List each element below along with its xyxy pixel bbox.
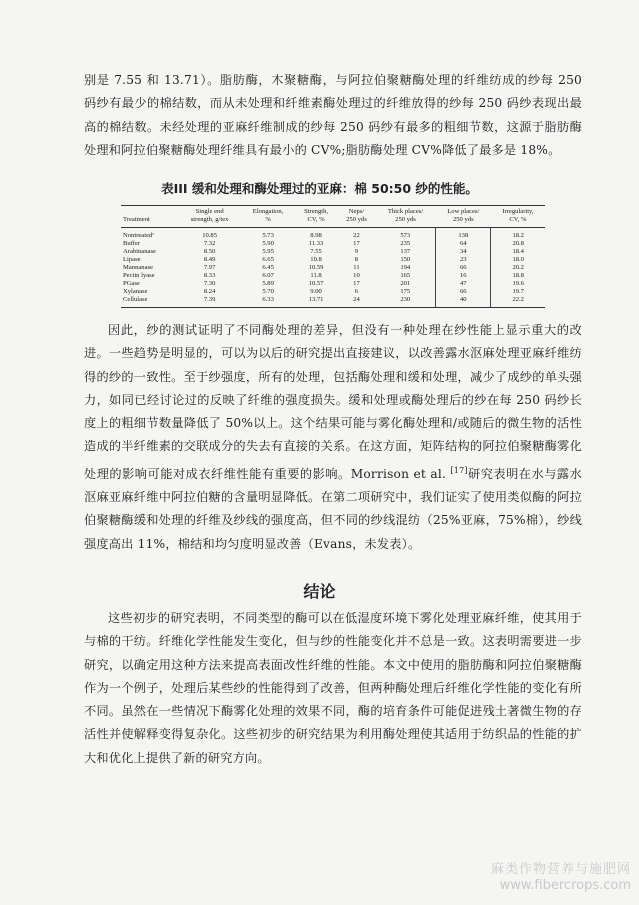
table-cell: 7.30 — [203, 280, 216, 287]
table-column-header — [375, 206, 435, 228]
column-header-unit: 250 yds — [452, 216, 474, 223]
table-cell: 165 — [400, 272, 411, 279]
table-cell: 9.00 — [310, 288, 322, 295]
discussion-text-2: 研究表明在水与露水沤麻亚麻纤维中阿拉伯糖的含量明显降低。在第二项研究中，我们证实了使用类似酶的阿拉伯聚糖酶缓和处理的纤维及纱线的强度高，但不同的纱线混纺（25%亚麻，75%棉），纱线强度高出 11%，棉结和均匀度明显改善（Evans，未发表）。 — [84, 466, 582, 551]
table-cell: 13.71 — [295, 296, 338, 308]
section-heading-conclusion: 结论 — [303, 582, 336, 601]
table-cell: 22.2 — [491, 296, 545, 308]
column-header-unit: 250 yds — [395, 216, 416, 223]
treatment-name-cell: Arabinanase — [123, 248, 156, 255]
table-column-header — [295, 206, 338, 228]
paragraph-continuation: 别是 7.55 和 13.71）。脂肪酶，木聚糖酶，与阿拉伯聚糖酶处理的纤维纺成的纱每 250 码纱有最少的棉结数，而从未处理和纤维素酶处理过的纤维放得的纱每 250 码纱表现出最高的棉结数。未经处理的亚麻纤维制成的纱每 250 码纱有最多的粗细节数，这源于脂肪酶处理和阿拉伯聚糖酶处理纤维具有最小的 CV%;脂肪酶处理 CV%降低了最多是 18%。 — [84, 73, 582, 157]
table-cell: 138 — [436, 228, 491, 241]
table-cell: 18.2 — [512, 232, 524, 239]
table-cell: 5.73 — [262, 232, 274, 239]
table-cell: 20.2 — [512, 264, 524, 271]
table-cell: 8.33 — [203, 272, 216, 279]
site-watermark — [491, 862, 631, 894]
table-cell: 24 — [338, 296, 376, 308]
table-cell: 5.89 — [262, 280, 274, 287]
table-cell: 34 — [436, 248, 491, 256]
table-cell: 8.49 — [203, 256, 216, 263]
table-row — [121, 280, 545, 288]
table-caption: 表III 缓和处理和酶处理过的亚麻：棉 50:50 纱的性能。 — [161, 181, 478, 196]
treatment-name-cell: Nontreatedª — [123, 232, 155, 239]
table-cell: 16 — [436, 272, 491, 280]
table-cell: 8.24 — [203, 288, 216, 295]
yarn-properties-table — [121, 205, 545, 308]
table-cell: 7.39 — [178, 296, 242, 308]
column-header-unit: CV, % — [307, 216, 325, 223]
table-row — [121, 264, 545, 272]
table-column-header — [121, 206, 178, 228]
table-cell: 5.95 — [262, 248, 274, 255]
table-cell: 7.32 — [203, 240, 216, 247]
table-cell: 47 — [436, 280, 491, 288]
table-cell: 10 — [353, 272, 360, 279]
treatment-name-cell: PGase — [123, 280, 140, 287]
watermark-url: www.fibercrops.com — [499, 878, 631, 893]
table-cell: 573 — [400, 232, 411, 239]
table-column-header — [436, 206, 491, 228]
table-cell: 194 — [400, 264, 411, 271]
table-row — [121, 228, 545, 241]
reference-citation: [17] — [450, 465, 468, 475]
column-header-line: Neps/ — [348, 208, 365, 215]
table-row — [121, 240, 545, 248]
table-cell: 18.8 — [512, 272, 524, 279]
table-cell: 6.65 — [262, 256, 274, 263]
table-cell: 235 — [400, 240, 411, 247]
column-header-unit: 250 yds — [346, 216, 367, 223]
paragraph-discussion — [84, 319, 582, 556]
table-cell: 11.33 — [308, 240, 324, 247]
table-cell: 5.90 — [262, 240, 274, 247]
table-cell: 137 — [400, 248, 411, 255]
table-cell: 230 — [375, 296, 435, 308]
treatment-name-cell: Cellulase — [121, 296, 178, 308]
column-header-unit: % — [265, 216, 271, 223]
column-header-unit: CV, % — [509, 216, 527, 223]
table-cell: 17 — [353, 280, 360, 287]
treatment-name-cell: Mannanase — [123, 264, 154, 271]
table-header-row — [121, 206, 545, 228]
table-cell: 6.07 — [262, 272, 274, 279]
table-cell: 23 — [436, 256, 491, 264]
table-cell: 22 — [353, 232, 360, 239]
column-header-line: Low places/ — [447, 208, 480, 215]
table-column-header — [491, 206, 545, 228]
table-cell: 7.97 — [203, 264, 216, 271]
table-row — [121, 256, 545, 264]
table-cell: 19.6 — [512, 280, 524, 287]
table-cell: 6.45 — [262, 264, 274, 271]
table-cell: 175 — [400, 288, 411, 295]
table-cell: 17 — [353, 240, 360, 247]
table-cell: 10.8 — [310, 256, 322, 263]
treatment-name-cell: Xylanase — [123, 288, 148, 295]
table-cell: 7.55 — [310, 248, 322, 255]
column-header-line: Strength, — [304, 208, 329, 215]
table-row — [121, 288, 545, 296]
table-cell: 10.57 — [308, 280, 324, 287]
table-cell: 66 — [436, 288, 491, 296]
table-row — [121, 296, 545, 308]
table-cell: 6.33 — [242, 296, 295, 308]
column-header-line: Irregularity, — [502, 208, 534, 215]
table-cell: 10.85 — [202, 232, 218, 239]
table-cell: 11 — [353, 264, 360, 271]
table-cell: 10.59 — [308, 264, 324, 271]
paragraph-conclusion: 这些初步的研究表明，不同类型的酶可以在低湿度环境下雾化处理亚麻纤维，使其用于与棉的干纺。纤维化学性能发生变化，但与纱的性能变化并不总是一致。这表明需要进一步研究，以确定用这种方法来提高表面改性纤维的性能。本文中使用的脂肪酶和阿拉伯聚糖酶作为一个例子，处理后某些纱的性能得到了改善，但两种酶处理后纤维化学性能的变化有所不同。虽然在一些情况下酶雾化处理的效果不同，酶的培育条件可能促进残土著微生物的存活性并使解释变得复杂化。这些初步的研究结果为利用酶处理使其适用于纺织品的性能的扩大和优化上提供了新的研究方向。 — [84, 611, 582, 765]
column-header-unit: strength, g/tex — [190, 216, 229, 223]
column-header-line: Elongation, — [252, 208, 284, 215]
treatment-name-cell: Lipase — [123, 256, 141, 263]
table-cell: 5.70 — [262, 288, 274, 295]
table-cell: 11.8 — [310, 272, 322, 279]
table-row — [121, 248, 545, 256]
column-header-line: Single end — [195, 208, 224, 215]
table-cell: 8.98 — [310, 232, 322, 239]
treatment-name-cell: Buffer — [123, 240, 141, 247]
table-cell: 150 — [400, 256, 411, 263]
table-cell: 19.7 — [512, 288, 524, 295]
table-column-header — [338, 206, 376, 228]
column-header-line: Thick places/ — [387, 208, 424, 215]
table-cell: 66 — [436, 264, 491, 272]
table-cell: 201 — [400, 280, 411, 287]
table-column-header — [242, 206, 295, 228]
discussion-text-1: 因此，纱的测试证明了不同酶处理的差异，但没有一种处理在纱性能上显示重大的改进。一些趋势是明显的，可以为以后的研究提出直接建议，以改善露水沤麻处理亚麻纤维纺得的纱的一致性。至于纱强度，所有的处理，包括酶处理和缓和处理，减少了成纱的单头强力，如同已经讨论过的反映了纤维的强度损失。缓和处理或酶处理后的纱在每 250 码纱长度上的粗细节数量降低了 50%以上。这个结果可能与雾化酶处理和/或随后的微生物的活性造成的半纤维素的交联成分的失去有直接的关系。在这方面，矩阵结构的阿拉伯聚糖酶雾化处理的影响可能对成衣纤维性能有重要的影响。Morrison et al. — [84, 323, 582, 481]
table-column-header — [178, 206, 242, 228]
table-cell: 18.4 — [512, 248, 524, 255]
table-cell: 6 — [354, 288, 359, 295]
column-header-line: Treatment — [123, 216, 150, 223]
table-cell: 40 — [436, 296, 491, 308]
treatment-name-cell: Pectin lyase — [123, 272, 155, 279]
table-cell: 18.0 — [512, 256, 524, 263]
watermark-site-name: 麻类作物营养与施肥网 — [490, 862, 631, 877]
table-cell: 8 — [354, 256, 359, 263]
table-cell: 20.8 — [512, 240, 524, 247]
table-body — [121, 228, 545, 308]
table-cell: 64 — [436, 240, 491, 248]
table-cell: 8.50 — [203, 248, 216, 255]
table-cell: 9 — [354, 248, 359, 255]
table-row — [121, 272, 545, 280]
